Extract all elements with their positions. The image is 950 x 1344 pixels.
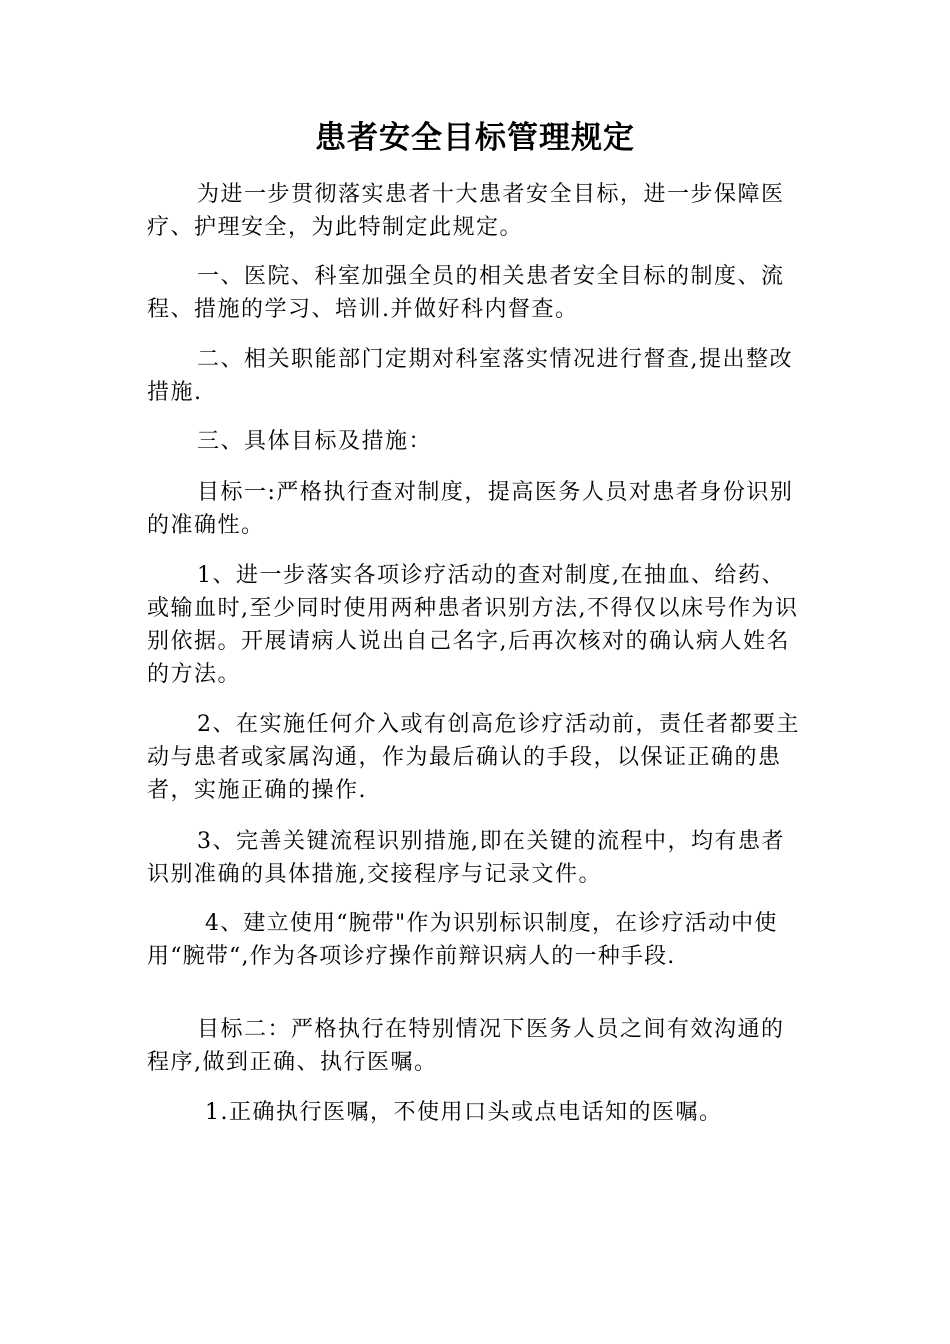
goal-two-heading: 目标二：严格执行在特别情况下医务人员之间有效沟通的程序,做到正确、执行医嘱。: [147, 1017, 785, 1075]
goal-one-item-3: 3、完善关键流程识别措施,即在关键的流程中，均有患者识别准确的具体措施,交接程序与记录文件。: [147, 829, 785, 887]
page-title: 患者安全目标管理规定: [315, 120, 635, 156]
section-one-paragraph: 一、医院、科室加强全员的相关患者安全目标的制度、流程、措施的学习、培训.并做好科内督查。: [147, 264, 785, 322]
section-three-heading: 三、具体目标及措施：: [197, 429, 433, 454]
section-two-paragraph: 二、相关职能部门定期对科室落实情况进行督查,提出整改措施.: [147, 347, 793, 405]
goal-one-item-2: 2、在实施任何介入或有创高危诊疗活动前，责任者都要主动与患者或家属沟通，作为最后确认的手段，以保证正确的患者，实施正确的操作.: [147, 712, 800, 803]
goal-one-heading: 目标一:严格执行查对制度，提高医务人员对患者身份识别的准确性。: [147, 480, 794, 538]
goal-one-item-4: 4、建立使用“腕带"作为识别标识制度，在诊疗活动中使用“腕带“,作为各项诊疗操作前辩识病人的一种手段.: [147, 911, 778, 969]
intro-paragraph: 为进一步贯彻落实患者十大患者安全目标，进一步保障医疗、护理安全，为此特制定此规定。: [147, 182, 785, 240]
goal-one-item-1: 1、进一步落实各项诊疗活动的查对制度,在抽血、给药、或输血时,至少同时使用两种患者识别方法,不得仅以床号作为识别依据。开展请病人说出自己名字,后再次核对的确认病人姓名的方法。: [147, 563, 799, 687]
goal-two-item-1: 1.正确执行医嘱，不使用口头或点电话知的医嘱。: [205, 1100, 723, 1125]
